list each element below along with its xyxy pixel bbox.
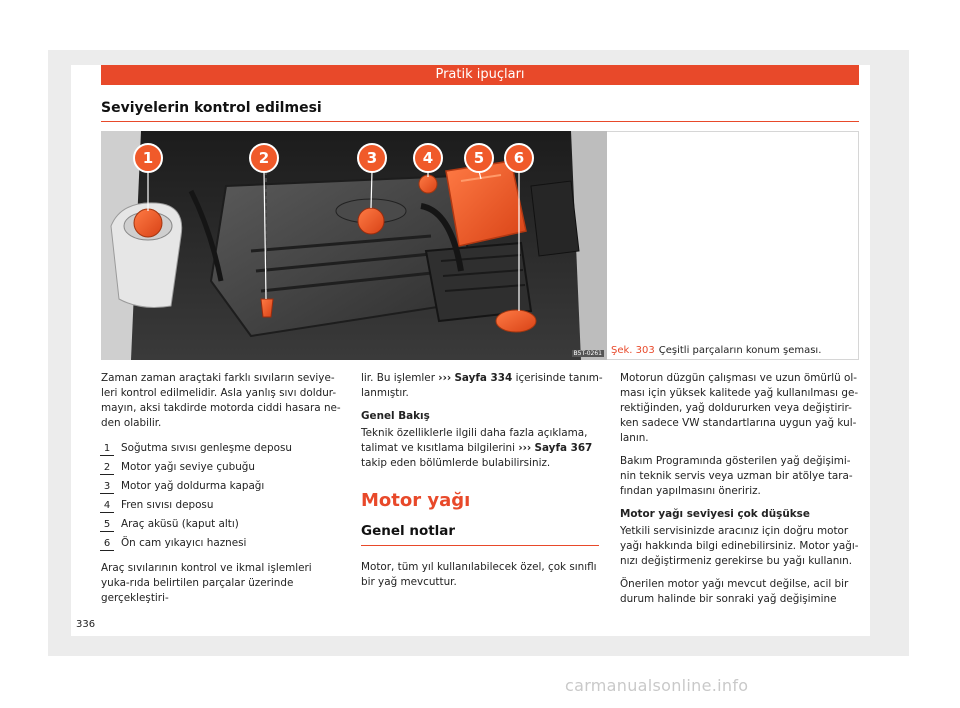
legend-number: 2	[101, 461, 113, 474]
text-fragment: içerisinde tanım-lanmıştır.	[361, 372, 603, 399]
overview-paragraph	[361, 426, 603, 471]
callout-3-label: 3	[366, 149, 378, 167]
legend-number: 3	[101, 480, 113, 493]
text-fragment: Teknik özelliklerle ilgili daha fazla açıklama, talimat ve kısıtlama bilgilerini	[361, 427, 588, 454]
legend-item	[101, 515, 343, 534]
legend-number: 5	[101, 518, 113, 531]
legend-item	[101, 458, 343, 477]
page-reference-link[interactable]: Sayfa 334	[454, 372, 513, 384]
legend-list	[101, 439, 343, 553]
page-reference-link[interactable]: Sayfa 367	[534, 442, 593, 454]
intro-paragraph: Zaman zaman araçtaki farklı sıvıların seviye-leri kontrol edilmelidir. Asla yanlış sıvı doldur-mayın, aksi takdirde motorda ciddi hasara ne-den olabilir.	[101, 372, 341, 429]
callout-2-label: 2	[258, 149, 270, 167]
callout-4-label: 4	[422, 149, 434, 167]
figure-reference: Şek. 303	[611, 345, 655, 356]
watermark: carmanualsonline.info	[565, 676, 749, 695]
text-fragment: takip eden bölümlerde bulabilirsiniz.	[361, 457, 551, 469]
legend-item	[101, 534, 343, 553]
legend-item	[101, 439, 343, 458]
maintenance-paragraph: Bakım Programında gösterilen yağ değişimi-nin teknik servis veya uzman bir atölye tara-fından yapılmasını öneririz.	[620, 455, 853, 497]
legend-text: Ön cam yıkayıcı haznesi	[121, 537, 247, 549]
callout-6-label: 6	[513, 149, 525, 167]
reference-arrow-icon: ›››	[438, 372, 452, 384]
figure-caption-panel	[607, 131, 859, 360]
figure-caption	[611, 345, 821, 356]
legend-item	[101, 496, 343, 515]
engine-bay-figure	[101, 131, 607, 360]
section-divider	[101, 121, 859, 122]
oil-quality-paragraph: Motorun düzgün çalışması ve uzun ömürlü ol-ması için yüksek kalitede yağ kullanılması ge-rektiğinden, yağ doldururken veya değiştirir-ken sadece VW standartlarına uygun yağ kul-lanın.	[620, 372, 859, 444]
emergency-paragraph: Önerilen motor yağı mevcut değilse, acil bir durum halinde bir sonraki yağ değişimine	[620, 578, 849, 605]
legend-number: 1	[101, 442, 113, 455]
legend-text: Fren sıvısı deposu	[121, 499, 214, 511]
motor-oil-paragraph: Motor, tüm yıl kullanılabilecek özel, çok sınıflı bir yağ mevcuttur.	[361, 561, 597, 588]
outro-paragraph: Araç sıvılarının kontrol ve ikmal işlemleri yuka-rıda belirtilen parçalar üzerinde gerçekleştiri-	[101, 562, 312, 604]
callout-1-label: 1	[142, 149, 154, 167]
legend-item	[101, 477, 343, 496]
motor-oil-title: Motor yağı	[361, 490, 471, 511]
chapter-header: Pratik ipuçları	[101, 65, 859, 85]
text-column-3	[620, 371, 862, 615]
reference-arrow-icon: ›››	[518, 442, 532, 454]
legend-number: 6	[101, 537, 113, 550]
low-oil-paragraph: Yetkili servisinizde aracınız için doğru motor yağı hakkında bilgi edinebilirsiniz. Motor yağı-nızı değiştirmeniz gerekirse bu yağı kullanın.	[620, 525, 859, 567]
legend-number: 4	[101, 499, 113, 512]
figure-caption-text: Çeşitli parçaların konum şeması.	[658, 345, 822, 356]
general-notes-title: Genel notlar	[361, 523, 456, 539]
text-column-2	[361, 371, 603, 598]
subsection-divider	[361, 545, 599, 546]
engine-bay-illustration	[101, 131, 607, 360]
figure-code: B5T-0261	[573, 350, 602, 357]
continuation-paragraph	[361, 371, 603, 401]
text-fragment: lir. Bu işlemler	[361, 372, 435, 384]
legend-text: Motor yağı seviye çubuğu	[121, 461, 255, 473]
low-oil-heading: Motor yağı seviyesi çok düşükse	[620, 508, 810, 520]
text-column-1	[101, 371, 343, 614]
legend-text: Araç aküsü (kaput altı)	[121, 518, 239, 530]
page-number: 336	[76, 619, 96, 630]
callout-5-label: 5	[473, 149, 485, 167]
overview-heading: Genel Bakış	[361, 410, 430, 422]
section-title: Seviyelerin kontrol edilmesi	[101, 100, 322, 116]
legend-text: Soğutma sıvısı genleşme deposu	[121, 442, 292, 454]
legend-text: Motor yağ doldurma kapağı	[121, 480, 265, 492]
